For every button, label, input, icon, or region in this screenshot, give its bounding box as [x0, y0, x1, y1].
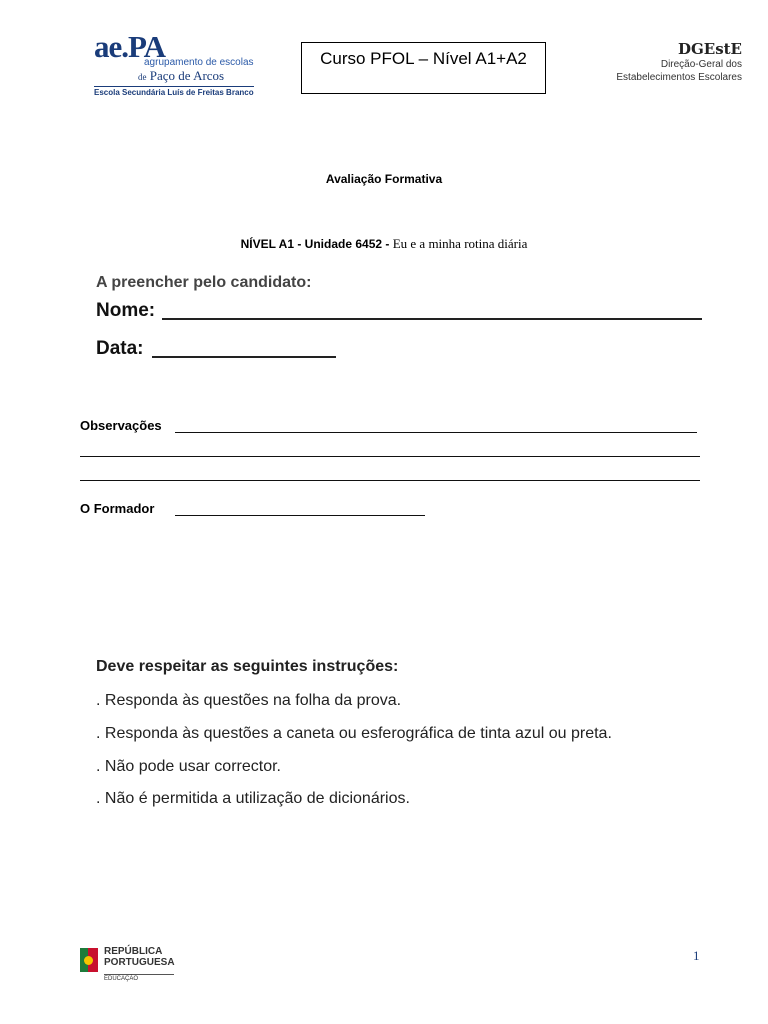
trainer-label: O Formador: [80, 501, 155, 516]
dgeste-name: DGEstE: [677, 40, 742, 58]
page-number: 1: [693, 948, 700, 963]
logo-line2-prefix: de: [138, 72, 147, 82]
logo-brand: ae.PA: [94, 29, 166, 64]
instruction-item: . Não é permitida a utilização de dicionários.: [96, 790, 410, 807]
trainer-signature-line[interactable]: [175, 515, 425, 516]
logo-school-name: Escola Secundária Luís de Freitas Branco: [94, 88, 254, 97]
instructions-title: Deve respeitar as seguintes instruções:: [96, 658, 399, 675]
flag-icon: [80, 948, 98, 972]
observations-line-1[interactable]: [175, 432, 697, 433]
level-label: NÍVEL A1: [240, 237, 294, 251]
republica-portuguesa-logo: [80, 946, 190, 986]
logo-line2-text: Paço de Arcos: [149, 68, 225, 83]
footer-logo-line2: PORTUGUESA: [104, 957, 175, 968]
instruction-item: . Responda às questões na folha da prova.: [96, 692, 402, 709]
school-logo: [94, 30, 256, 100]
logo-line1: agrupamento de escolas: [144, 57, 254, 68]
instruction-item: . Responda às questões a caneta ou esferográfica de tinta azul ou preta.: [96, 725, 612, 742]
date-field[interactable]: [152, 356, 336, 358]
name-field[interactable]: [162, 318, 702, 320]
instruction-item: . Não pode usar corrector.: [96, 758, 281, 775]
observations-label: Observações: [80, 418, 162, 433]
observations-line-3[interactable]: [80, 480, 700, 481]
date-label: Data:: [96, 338, 144, 359]
footer-logo-line3: EDUCAÇÃO: [104, 974, 174, 982]
unit-line: [0, 236, 768, 252]
unit-title: Eu e a minha rotina diária: [392, 236, 528, 251]
dgeste-line1: Direção-Geral dos: [660, 59, 742, 70]
course-title-box: [301, 42, 546, 94]
dgeste-line2: Estabelecimentos Escolares: [616, 72, 742, 83]
dgeste-logo: [602, 40, 742, 84]
name-label: Nome:: [96, 300, 156, 321]
footer-logo-line1: REPÚBLICA: [104, 946, 163, 957]
observations-line-2[interactable]: [80, 456, 700, 457]
course-title: Curso PFOL – Nível A1+A2: [320, 49, 527, 68]
unit-label: - Unidade 6452 -: [297, 237, 390, 251]
logo-line2: [138, 68, 224, 84]
candidate-heading: A preencher pelo candidato:: [96, 274, 312, 291]
document-subtitle: Avaliação Formativa: [325, 172, 443, 186]
